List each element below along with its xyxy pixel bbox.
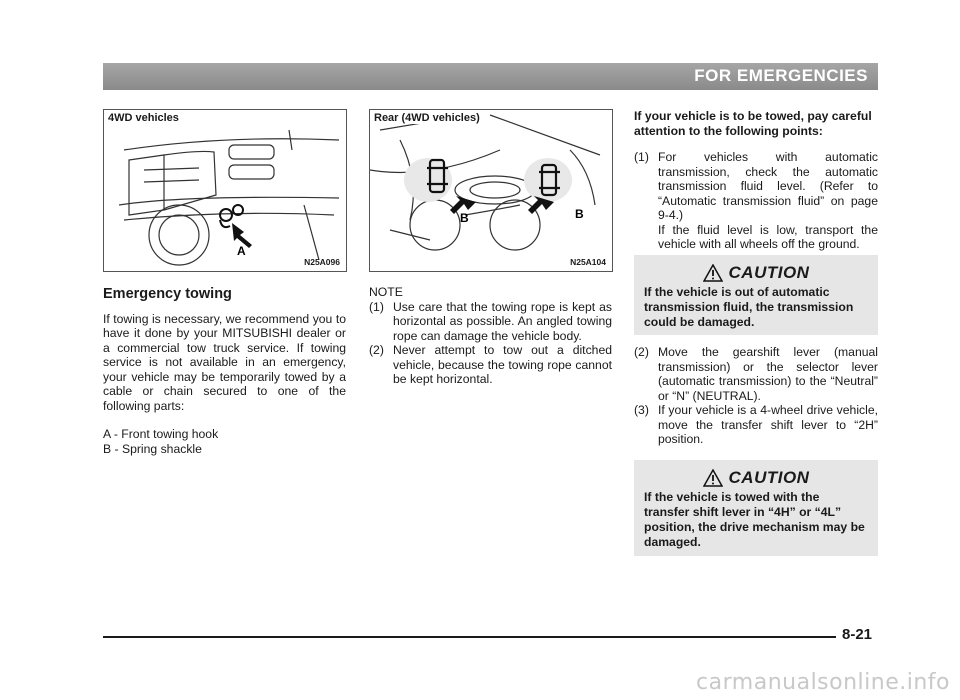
figure-caption: Rear (4WD vehicles)	[374, 112, 480, 124]
label-a: A	[237, 244, 246, 258]
page-number: 8-21	[842, 626, 873, 643]
caution-label: CAUTION	[728, 468, 810, 487]
caution-box	[634, 460, 878, 556]
point-item	[634, 345, 878, 403]
section-header-band	[103, 63, 878, 90]
point-item	[634, 403, 878, 447]
caution-text: If the vehicle is towed with the transfer shift lever in “4H” or “4L” position, the drive mechanism may be damaged.	[644, 490, 865, 549]
front-towing-hook-figure	[103, 109, 347, 272]
label-b: B	[575, 207, 584, 221]
point-text: If the fluid level is low, transport the vehicle with all wheels off the ground.	[658, 222, 878, 251]
towing-intro: If your vehicle is to be towed, pay careful attention to the following points:	[634, 109, 872, 138]
rear-shackle-illustration	[370, 110, 612, 271]
point-text: For vehicles with automatic transmission, check the automatic transmission fluid level. (Refer to “Automatic transmission fluid” on page 9-4.)	[658, 150, 878, 222]
figure-caption: 4WD vehicles	[108, 112, 179, 124]
note-text: Use care that the towing rope is kept as horizontal as possible. An angled towing rope can damage the vehicle body.	[393, 299, 612, 343]
caution-header	[644, 263, 868, 283]
caution-label: CAUTION	[728, 263, 810, 282]
note-item	[369, 343, 612, 387]
rear-spring-shackle-figure	[369, 109, 613, 272]
front-bumper-illustration	[104, 110, 346, 271]
figure-code: N25A096	[304, 257, 340, 267]
middle-column	[369, 285, 612, 387]
right-column-middle	[634, 345, 878, 447]
note-number: (2)	[369, 343, 384, 357]
footer-rule	[103, 636, 836, 638]
note-number: (1)	[369, 299, 384, 314]
label-b: B	[460, 211, 469, 225]
watermark: carmanualsonline.info	[696, 670, 950, 695]
section-title: FOR EMERGENCIES	[694, 66, 868, 85]
right-column-top	[634, 109, 878, 252]
note-item	[369, 300, 612, 344]
warning-triangle-icon	[703, 264, 723, 282]
point-text: Move the gearshift lever (manual transmission) or the selector lever (automatic transmission) to the “Neutral” or “N” (NEUTRAL).	[658, 345, 878, 403]
figure-code: N25A104	[570, 257, 606, 267]
warning-triangle-icon	[703, 469, 723, 487]
caution-box	[634, 255, 878, 335]
caution-header	[644, 468, 868, 488]
parts-list-item: A - Front towing hook	[103, 427, 219, 441]
point-text: If your vehicle is a 4-wheel drive vehicle, move the transfer shift lever to “2H” position.	[658, 403, 878, 446]
point-number: (1)	[634, 150, 649, 164]
left-column	[103, 287, 346, 456]
point-number: (3)	[634, 403, 649, 417]
point-number: (2)	[634, 345, 649, 359]
note-title: NOTE	[369, 285, 403, 299]
caution-text: If the vehicle is out of automatic transmission fluid, the transmission could be damaged.	[644, 285, 854, 329]
section-heading: Emergency towing	[103, 286, 232, 302]
point-item	[634, 150, 878, 252]
note-text: Never attempt to tow out a ditched vehicle, because the towing rope cannot be kept horizontal.	[393, 343, 612, 386]
parts-list-item: B - Spring shackle	[103, 441, 202, 456]
towing-paragraph: If towing is necessary, we recommend you to have it done by your MITSUBISHI dealer or a commercial tow truck service. If towing service is not available in an emergency, your vehicle may be temporarily towed by a cable or chain secured to one of the following parts:	[103, 311, 346, 413]
